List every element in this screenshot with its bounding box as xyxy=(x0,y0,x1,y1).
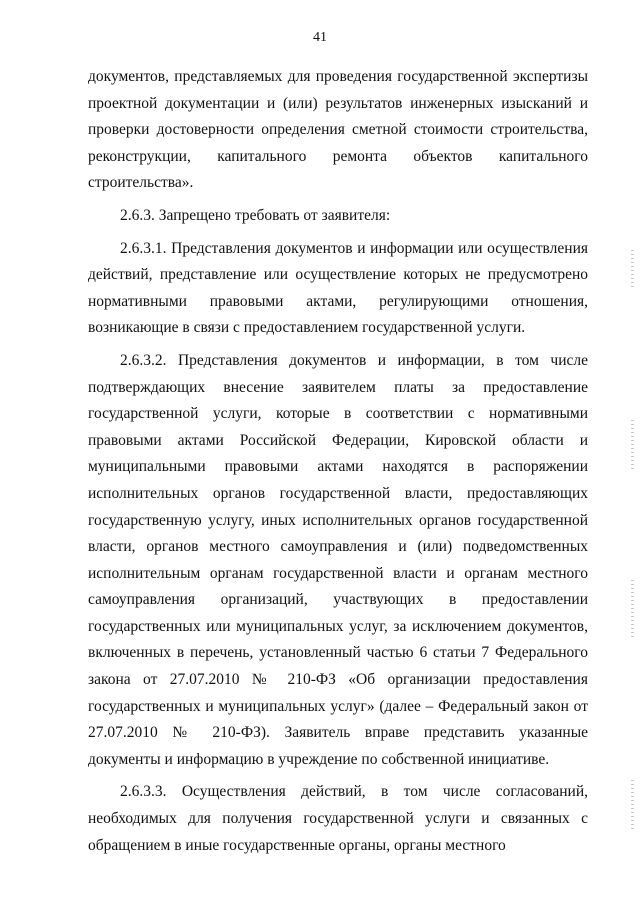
paragraph-2-6-3-2: 2.6.3.2. Представления документов и информации, в том числе подтверждающих внесение заявителем платы за предоставление государственной услуги, которые в соответствии с нормативными правовыми актами Российской Федерации, Кировской области и муниципальными правовыми актами находятся в распоряжении исполнительных органов государственной власти, предоставляющих государственную услугу, иных исполнительных органов государственной власти, органов местного самоуправления и (или) подведомственных исполнительным органам государственной власти и органам местного самоуправления организаций, участвующих в предоставлении государственных или муниципальных услуг, за исключением документов, включенных в перечень, установленный частью 6 статьи 7 Федерального закона от 27.07.2010 № 210-ФЗ «Об организации предоставления государственных и муниципальных услуг» (далее – Федеральный закон от 27.07.2010 № 210-ФЗ). Заявитель вправе представить указанные документы и информацию в учреждение по собственной инициативе. xyxy=(88,351,588,768)
paragraph-2-6-3-1: 2.6.3.1. Представления документов и информации или осуществления действий, представление или осуществление которых не предусмотрено нормативными правовыми актами, регулирующими отношения, возникающие в связи с предоставлением государственной услуги. xyxy=(88,239,588,337)
scan-edge-noise xyxy=(631,420,634,470)
scan-edge-noise xyxy=(631,780,634,830)
paragraph-2-6-3: 2.6.3. Запрещено требовать от заявителя: xyxy=(120,206,391,224)
document-body xyxy=(88,64,588,859)
paragraph-2-6-3-3: 2.6.3.3. Осуществления действий, в том числе согласований, необходимых для получения государственной услуги и связанных с обращением в иные государственные органы, органы местного xyxy=(88,783,588,854)
paragraph-continuation: документов, представляемых для проведения государственной экспертизы проектной документации и (или) результатов инженерных изысканий и проверки достоверности определения сметной стоимости строительства, реконструкции, капитального ремонта объектов капитального строительства». xyxy=(88,68,588,192)
page-number: 41 xyxy=(313,30,327,45)
scan-edge-noise xyxy=(631,580,634,640)
scan-edge-noise xyxy=(631,250,634,290)
